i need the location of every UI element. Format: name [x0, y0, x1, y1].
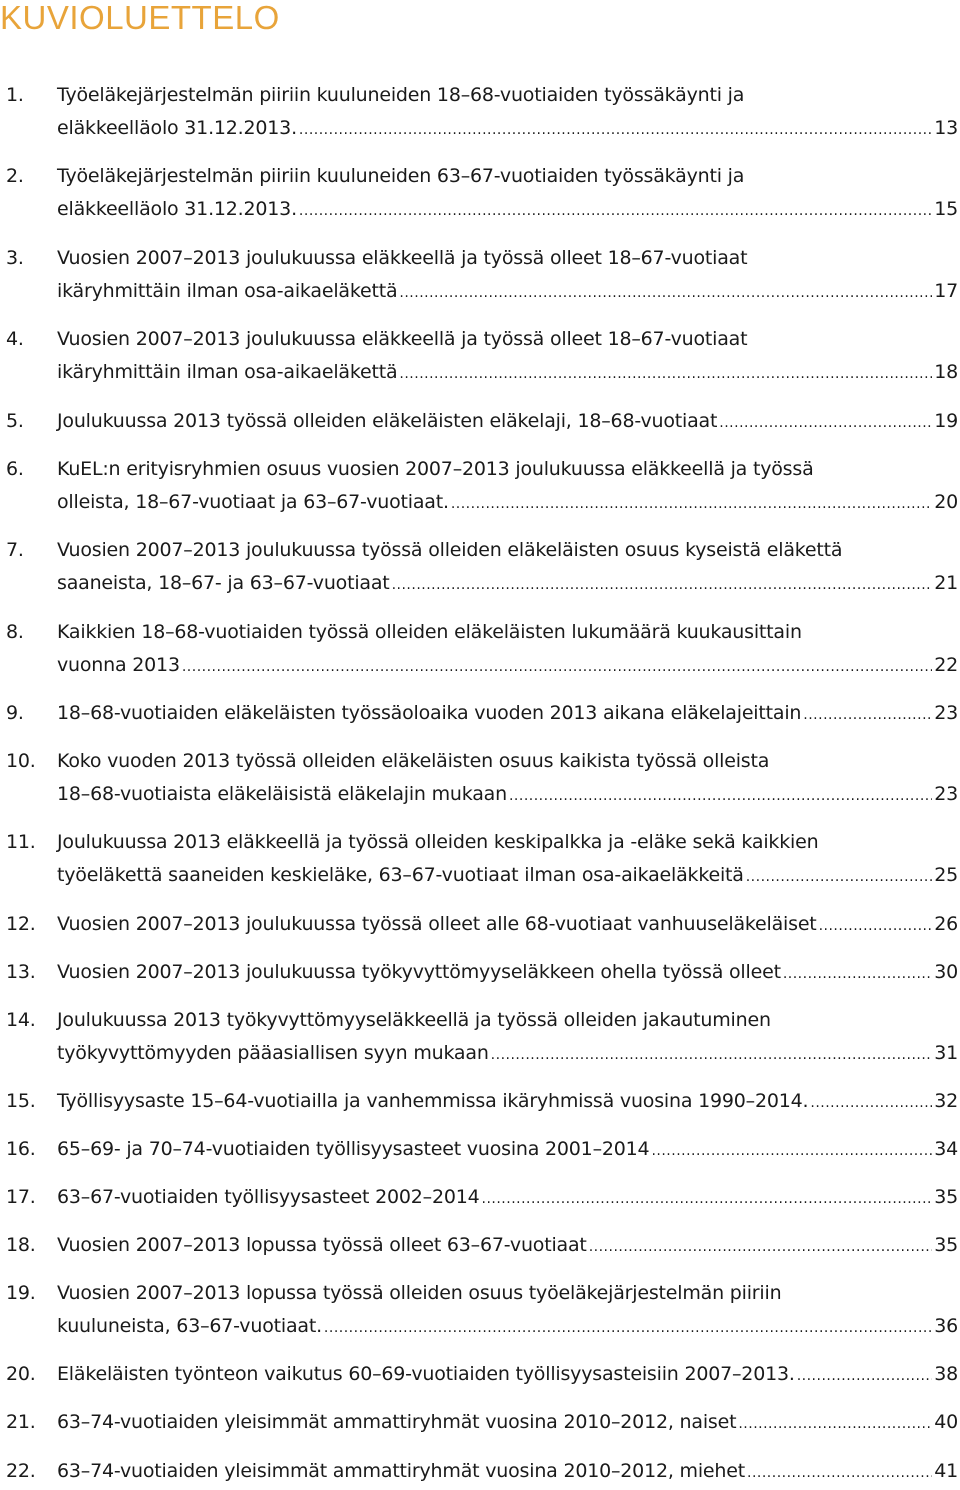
entry-text-line: 18–68-vuotiaista eläkeläisistä eläkelajin mukaan — [57, 783, 507, 805]
page-number: 21 — [934, 572, 958, 594]
entry-number: 13. — [6, 961, 36, 983]
page-number: 18 — [934, 361, 958, 383]
entry-text-line: vuonna 2013 — [57, 654, 180, 676]
dot-leader — [392, 569, 933, 602]
dot-leader — [810, 1087, 932, 1120]
entry-number: 22. — [6, 1460, 36, 1482]
entry-number: 11. — [6, 831, 36, 853]
entry-text-line: 18–68-vuotiaiden eläkeläisten työssäoloaika vuoden 2013 aikana eläkelajeittain — [57, 702, 802, 724]
entry-text-line: työeläkettä saaneiden keskieläke, 63–67-vuotiaat ilman osa-aikaeläkkeitä — [57, 864, 744, 886]
entry-number: 4. — [6, 328, 24, 350]
page-number: 32 — [934, 1090, 958, 1112]
entry-text-line: saaneista, 18–67- ja 63–67-vuotiaat — [57, 572, 390, 594]
entry-text-line: 63–67-vuotiaiden työllisyysasteet 2002–2014 — [57, 1186, 480, 1208]
dot-leader — [746, 861, 933, 894]
dot-leader — [797, 1360, 933, 1393]
entry-text-line: 63–74-vuotiaiden yleisimmät ammattiryhmät vuosina 2010–2012, naiset — [57, 1411, 737, 1433]
entry-number: 15. — [6, 1090, 36, 1112]
entry-number: 18. — [6, 1234, 36, 1256]
entry-text-line: Eläkeläisten työnteon vaikutus 60–69-vuotiaiden työllisyysasteisiin 2007–2013. — [57, 1363, 795, 1385]
entry-text-line: eläkkeelläolo 31.12.2013. — [57, 198, 297, 220]
entry-number: 17. — [6, 1186, 36, 1208]
entry-text-line: Vuosien 2007–2013 joulukuussa työssä olleet alle 68-vuotiaat vanhuuseläkeläiset — [57, 913, 817, 935]
entry-number: 9. — [6, 702, 24, 724]
dot-leader — [451, 488, 932, 521]
entry-text-line: Koko vuoden 2013 työssä olleiden eläkeläisten osuus kaikista työssä olleista — [57, 750, 770, 772]
dot-leader — [747, 1457, 932, 1490]
entry-number: 16. — [6, 1138, 36, 1160]
dot-leader — [509, 780, 932, 813]
page-number: 15 — [934, 198, 958, 220]
page-number: 23 — [934, 783, 958, 805]
entry-text-line: Vuosien 2007–2013 lopussa työssä olleiden osuus työeläkejärjestelmän piiriin — [57, 1282, 782, 1304]
page-number: 25 — [934, 864, 958, 886]
entry-text-line: KuEL:n erityisryhmien osuus vuosien 2007–2013 joulukuussa eläkkeellä ja työssä — [57, 458, 814, 480]
dot-leader — [589, 1231, 933, 1264]
dot-leader — [719, 407, 932, 440]
entry-text-line: Vuosien 2007–2013 lopussa työssä olleet 63–67-vuotiaat — [57, 1234, 587, 1256]
entry-text-line: Joulukuussa 2013 työkyvyttömyyseläkkeellä ja työssä olleiden jakautuminen — [57, 1009, 771, 1031]
entry-number: 8. — [6, 621, 24, 643]
page-number: 40 — [934, 1411, 958, 1433]
entry-number: 14. — [6, 1009, 36, 1031]
entry-text-line: Työllisyysaste 15–64-vuotiailla ja vanhemmissa ikäryhmissä vuosina 1990–2014. — [57, 1090, 809, 1112]
page-number: 38 — [934, 1363, 958, 1385]
entry-number: 12. — [6, 913, 36, 935]
dot-leader — [299, 114, 932, 147]
entry-text-line: Työeläkejärjestelmän piiriin kuuluneiden 63–67-vuotiaiden työssäkäynti ja — [57, 165, 745, 187]
entry-text-line: Kaikkien 18–68-vuotiaiden työssä olleiden eläkeläisten lukumäärä kuukausittain — [57, 621, 802, 643]
dot-leader — [803, 699, 932, 732]
entry-text-line: Vuosien 2007–2013 joulukuussa työkyvyttömyyseläkkeen ohella työssä olleet — [57, 961, 781, 983]
page-number: 34 — [934, 1138, 958, 1160]
entry-text-line: Joulukuussa 2013 työssä olleiden eläkeläisten eläkelaji, 18–68-vuotiaat — [57, 410, 718, 432]
entry-text-line: työkyvyttömyyden pääasiallisen syyn mukaan — [57, 1042, 489, 1064]
entry-text-line: eläkkeelläolo 31.12.2013. — [57, 117, 297, 139]
entry-text-line: 65–69- ja 70–74-vuotiaiden työllisyysasteet vuosina 2001–2014 — [57, 1138, 650, 1160]
entry-number: 7. — [6, 539, 24, 561]
entry-text-line: 63–74-vuotiaiden yleisimmät ammattiryhmät vuosina 2010–2012, miehet — [57, 1460, 745, 1482]
entry-text-line: Vuosien 2007–2013 joulukuussa työssä olleiden eläkeläisten osuus kyseistä eläkettä — [57, 539, 843, 561]
page-number: 23 — [934, 702, 958, 724]
page-title: KUVIOLUETTELO — [0, 0, 280, 36]
dot-leader — [324, 1312, 932, 1345]
page-number: 13 — [934, 117, 958, 139]
dot-leader — [299, 195, 932, 228]
page-number: 17 — [934, 280, 958, 302]
page-number: 35 — [934, 1186, 958, 1208]
entry-text-line: kuuluneista, 63–67-vuotiaat. — [57, 1315, 322, 1337]
dot-leader — [399, 277, 932, 310]
entry-number: 21. — [6, 1411, 36, 1433]
page-number: 20 — [934, 491, 958, 513]
page-number: 30 — [934, 961, 958, 983]
entry-text-line: Joulukuussa 2013 eläkkeellä ja työssä olleiden keskipalkka ja -eläke sekä kaikkien — [57, 831, 819, 853]
entry-number: 1. — [6, 84, 24, 106]
entry-text-line: Vuosien 2007–2013 joulukuussa eläkkeellä ja työssä olleet 18–67-vuotiaat — [57, 247, 748, 269]
page-number: 31 — [934, 1042, 958, 1064]
dot-leader — [399, 358, 932, 391]
entry-number: 3. — [6, 247, 24, 269]
dot-leader — [482, 1183, 933, 1216]
entry-text-line: Työeläkejärjestelmän piiriin kuuluneiden 18–68-vuotiaiden työssäkäynti ja — [57, 84, 745, 106]
entry-text-line: olleista, 18–67-vuotiaat ja 63–67-vuotiaat. — [57, 491, 449, 513]
entry-text-line: ikäryhmittäin ilman osa-aikaeläkettä — [57, 280, 398, 302]
page-number: 35 — [934, 1234, 958, 1256]
page-number: 22 — [934, 654, 958, 676]
page-number: 36 — [934, 1315, 958, 1337]
dot-leader — [783, 958, 932, 991]
page-number: 26 — [934, 913, 958, 935]
entry-number: 6. — [6, 458, 24, 480]
dot-leader — [738, 1408, 932, 1441]
page-number: 19 — [934, 410, 958, 432]
entry-text-line: Vuosien 2007–2013 joulukuussa eläkkeellä ja työssä olleet 18–67-vuotiaat — [57, 328, 748, 350]
dot-leader — [182, 651, 932, 684]
entry-number: 5. — [6, 410, 24, 432]
entry-number: 2. — [6, 165, 24, 187]
dot-leader — [651, 1135, 932, 1168]
page-number: 41 — [934, 1460, 958, 1482]
entry-number: 20. — [6, 1363, 36, 1385]
dot-leader — [819, 910, 933, 943]
entry-text-line: ikäryhmittäin ilman osa-aikaeläkettä — [57, 361, 398, 383]
dot-leader — [491, 1039, 933, 1072]
entry-number: 19. — [6, 1282, 36, 1304]
entry-number: 10. — [6, 750, 36, 772]
